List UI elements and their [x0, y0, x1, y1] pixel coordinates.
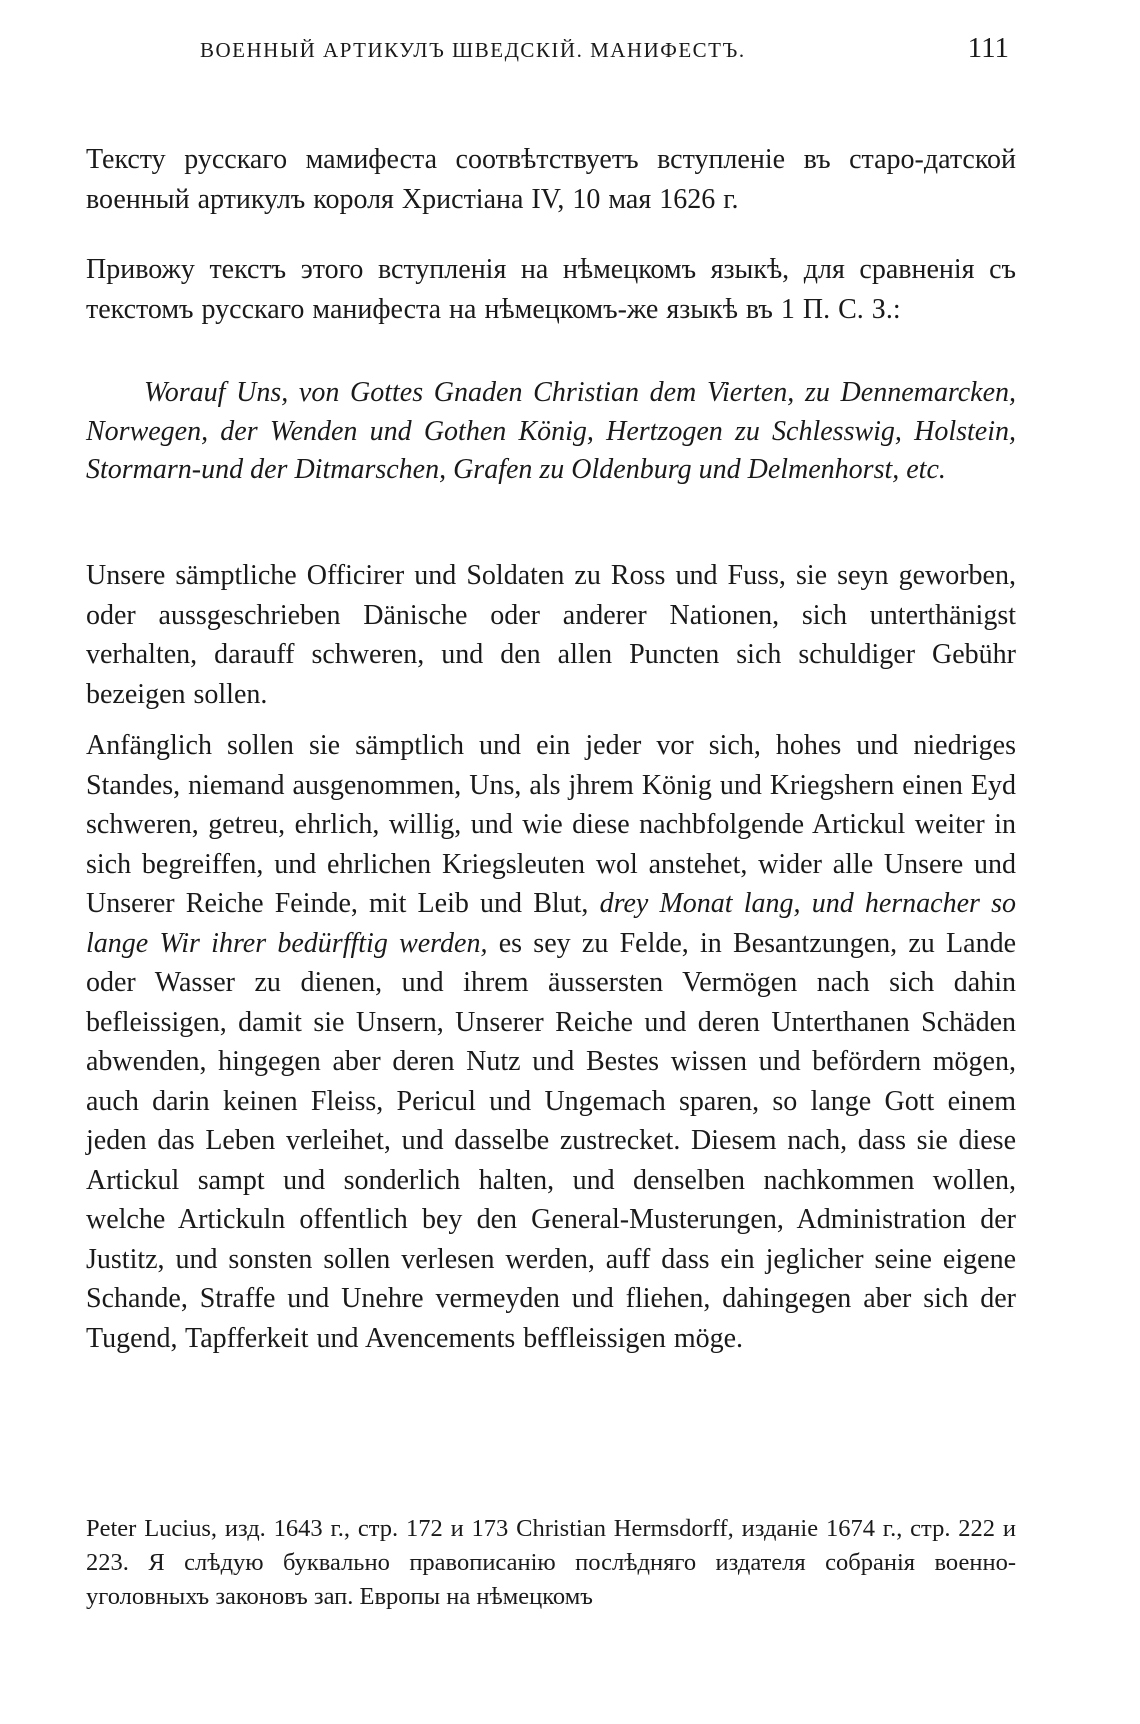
paragraph-german-2-part-b: es sey zu Felde, in Besantzungen, zu Lande oder Wasser zu dienen, und ihrem äussersten Vermögen nach sich dahin befleissigen, damit sie Unsern, Unserer Reiche und deren Unterthanen Schäden abwenden, hingegen aber deren Nutz und Bestes wissen und befördern mögen, auch darin keinen Fleiss, Pericul und Ungemach sparen, so lange Gott einem jeden das Leben verleihet, und dasselbe zustrecket. Diesem nach, dass sie diese Artickul sampt und sonderlich halten, und denselben nachkommen wollen, welche Artickuln offentlich bey den General-Musterungen, Administration der Justitz, und sonsten sollen verlesen werden, auff dass ein jeglicher seine eigene Schande, Straffe und Unehre vermeyden und fliehen, dahingegen aber sich der Tugend, Tapfferkeit und Avencements beffleissigen möge.	[86, 927, 1017, 1354]
paragraph-german-2-italic: drey Monat lang, und hernacher so lange Wir ihrer bedürfftig werden,	[86, 888, 1016, 959]
paragraph-german-2-part-a: Anfänglich sollen sie sämptlich und ein jeder vor sich, hohes und niedriges Standes, niemand ausgenommen, Uns, als jhrem König und Kriegshern einen Eyd schweren, getreu, ehrlich, willig, und wie diese nachbfolgende Artickul weiter in sich begreiffen, und ehrlichen Kriegsleuten wol anstehet, wider alle Unsere und Unserer Reiche Feinde, mit Leib und Blut,	[86, 730, 1016, 919]
paragraph-german-2	[86, 726, 1016, 1358]
paragraph-german-1: Unsere sämptliche Officirer und Soldaten zu Ross und Fuss, sie seyn geworben, oder aussgeschrieben Dänische oder anderer Nationen, sich unterthänigst verhalten, darauff schweren, und den allen Puncten sich schuldiger Gebühr bezeigen sollen.	[86, 560, 1016, 710]
page-number: 111	[967, 32, 1009, 64]
paragraph-russian-2: Привожу текстъ этого вступленія на нѣмецкомъ языкѣ, для сравненія съ текстомъ русскаго манифеста на нѣмецкомъ-же языкѣ въ 1 П. С. З.:	[86, 254, 1016, 325]
footnote: Peter Lucius, изд. 1643 г., стр. 172 и 173 Christian Hermsdorff, изданіе 1674 г., стр. 222 и 223. Я слѣдую буквально правописанію послѣдняго издателя собранія военно-уголовныхъ законовъ зап. Европы на нѣмецкомъ	[86, 1515, 1016, 1610]
quote-preamble: Worauf Uns, von Gottes Gnaden Christian dem Vierten, zu Dennemarcken, Norwegen, der Wenden und Gothen König, Hertzogen zu Schlesswig, Holstein, Stormarn-und der Ditmarschen, Grafen zu Oldenburg und Delmenhorst, etc.	[86, 377, 1016, 485]
paragraph-russian-1: Тексту русскаго мамифеста соотвѣтствуетъ вступленіе въ старо-датской военный артикулъ короля Христіана IV, 10 мая 1626 г.	[86, 144, 1016, 215]
running-title: ВОЕННЫЙ АРТИКУЛЪ ШВЕДСКІЙ. МАНИФЕСТЪ.	[200, 38, 746, 62]
